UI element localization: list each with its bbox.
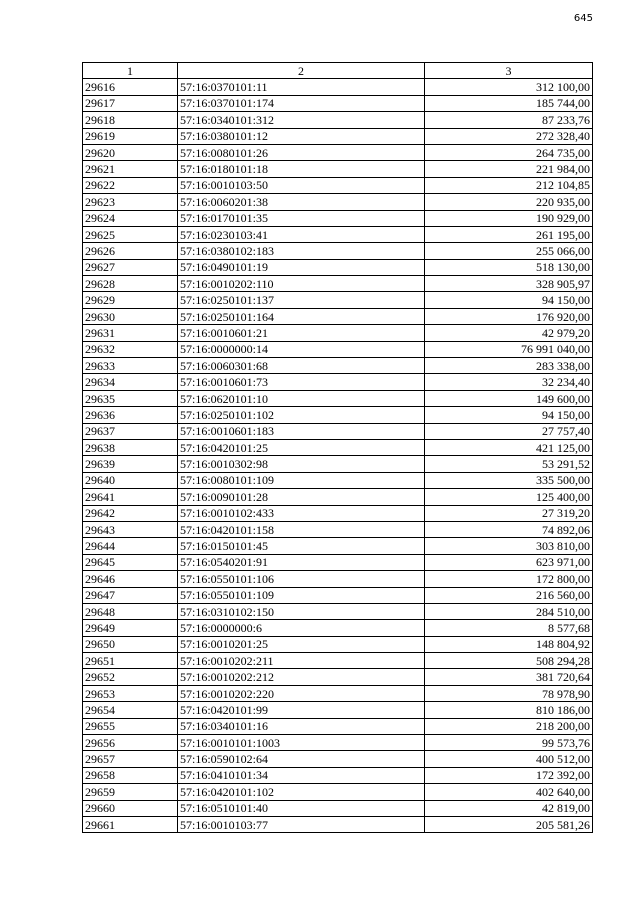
row-number-cell: 29634 bbox=[83, 374, 178, 390]
value-cell: 216 560,00 bbox=[425, 587, 593, 603]
table-row bbox=[83, 259, 593, 275]
value-cell: 8 577,68 bbox=[425, 620, 593, 636]
row-number-cell: 29638 bbox=[83, 439, 178, 455]
value-cell: 172 800,00 bbox=[425, 571, 593, 587]
row-number-cell: 29637 bbox=[83, 423, 178, 439]
column-header: 2 bbox=[178, 63, 425, 79]
row-number-cell: 29661 bbox=[83, 816, 178, 832]
row-number-cell: 29636 bbox=[83, 407, 178, 423]
row-number-cell: 29625 bbox=[83, 226, 178, 242]
row-number-cell: 29641 bbox=[83, 489, 178, 505]
cadastral-number-cell: 57:16:0010302:98 bbox=[178, 456, 425, 472]
value-cell: 172 392,00 bbox=[425, 767, 593, 783]
row-number-cell: 29646 bbox=[83, 571, 178, 587]
value-cell: 508 294,28 bbox=[425, 653, 593, 669]
row-number-cell: 29651 bbox=[83, 653, 178, 669]
table-row bbox=[83, 489, 593, 505]
table-row bbox=[83, 194, 593, 210]
table-row bbox=[83, 521, 593, 537]
row-number-cell: 29619 bbox=[83, 128, 178, 144]
row-number-cell: 29656 bbox=[83, 735, 178, 751]
table-row bbox=[83, 554, 593, 570]
cadastral-number-cell: 57:16:0550101:106 bbox=[178, 571, 425, 587]
cadastral-number-cell: 57:16:0010201:25 bbox=[178, 636, 425, 652]
row-number-cell: 29616 bbox=[83, 79, 178, 95]
page-number: 645 bbox=[573, 13, 593, 24]
table-row bbox=[83, 587, 593, 603]
cadastral-number-cell: 57:16:0010202:211 bbox=[178, 653, 425, 669]
value-cell: 27 757,40 bbox=[425, 423, 593, 439]
value-cell: 221 984,00 bbox=[425, 161, 593, 177]
value-cell: 42 979,20 bbox=[425, 325, 593, 341]
value-cell: 74 892,06 bbox=[425, 521, 593, 537]
value-cell: 27 319,20 bbox=[425, 505, 593, 521]
row-number-cell: 29659 bbox=[83, 784, 178, 800]
row-number-cell: 29631 bbox=[83, 325, 178, 341]
row-number-cell: 29635 bbox=[83, 390, 178, 406]
cadastral-number-cell: 57:16:0080101:26 bbox=[178, 144, 425, 160]
cadastral-number-cell: 57:16:0000000:14 bbox=[178, 341, 425, 357]
table-row bbox=[83, 505, 593, 521]
row-number-cell: 29620 bbox=[83, 144, 178, 160]
table-row bbox=[83, 603, 593, 619]
value-cell: 272 328,40 bbox=[425, 128, 593, 144]
table-row bbox=[83, 276, 593, 292]
value-cell: 149 600,00 bbox=[425, 390, 593, 406]
cadastral-number-cell: 57:16:0230103:41 bbox=[178, 226, 425, 242]
cadastral-number-cell: 57:16:0310102:150 bbox=[178, 603, 425, 619]
cadastral-number-cell: 57:16:0010202:220 bbox=[178, 685, 425, 701]
value-cell: 623 971,00 bbox=[425, 554, 593, 570]
value-cell: 312 100,00 bbox=[425, 79, 593, 95]
value-cell: 518 130,00 bbox=[425, 259, 593, 275]
value-cell: 190 929,00 bbox=[425, 210, 593, 226]
table-row bbox=[83, 800, 593, 816]
row-number-cell: 29639 bbox=[83, 456, 178, 472]
cadastral-number-cell: 57:16:0590102:64 bbox=[178, 751, 425, 767]
row-number-cell: 29649 bbox=[83, 620, 178, 636]
table-row bbox=[83, 210, 593, 226]
table-row bbox=[83, 538, 593, 554]
row-number-cell: 29626 bbox=[83, 243, 178, 259]
cadastral-number-cell: 57:16:0170101:35 bbox=[178, 210, 425, 226]
table-row bbox=[83, 685, 593, 701]
table-body bbox=[83, 79, 593, 833]
row-number-cell: 29622 bbox=[83, 177, 178, 193]
value-cell: 381 720,64 bbox=[425, 669, 593, 685]
cadastral-number-cell: 57:16:0180101:18 bbox=[178, 161, 425, 177]
row-number-cell: 29642 bbox=[83, 505, 178, 521]
cadastral-number-cell: 57:16:0510101:40 bbox=[178, 800, 425, 816]
value-cell: 255 066,00 bbox=[425, 243, 593, 259]
row-number-cell: 29652 bbox=[83, 669, 178, 685]
table-row bbox=[83, 472, 593, 488]
value-cell: 264 735,00 bbox=[425, 144, 593, 160]
cadastral-number-cell: 57:16:0490101:19 bbox=[178, 259, 425, 275]
cadastral-number-cell: 57:16:0410101:34 bbox=[178, 767, 425, 783]
table-row bbox=[83, 325, 593, 341]
cadastral-number-cell: 57:16:0420101:158 bbox=[178, 521, 425, 537]
table-row bbox=[83, 751, 593, 767]
value-cell: 99 573,76 bbox=[425, 735, 593, 751]
value-cell: 402 640,00 bbox=[425, 784, 593, 800]
row-number-cell: 29644 bbox=[83, 538, 178, 554]
table-row bbox=[83, 735, 593, 751]
value-cell: 32 234,40 bbox=[425, 374, 593, 390]
value-cell: 303 810,00 bbox=[425, 538, 593, 554]
table-row bbox=[83, 112, 593, 128]
data-table bbox=[82, 62, 593, 833]
table-row bbox=[83, 374, 593, 390]
row-number-cell: 29657 bbox=[83, 751, 178, 767]
table-row bbox=[83, 718, 593, 734]
cadastral-number-cell: 57:16:0250101:137 bbox=[178, 292, 425, 308]
table-row bbox=[83, 439, 593, 455]
row-number-cell: 29630 bbox=[83, 308, 178, 324]
value-cell: 283 338,00 bbox=[425, 358, 593, 374]
cadastral-number-cell: 57:16:0010601:21 bbox=[178, 325, 425, 341]
table-row bbox=[83, 128, 593, 144]
cadastral-number-cell: 57:16:0420101:25 bbox=[178, 439, 425, 455]
cadastral-number-cell: 57:16:0010101:1003 bbox=[178, 735, 425, 751]
table-row bbox=[83, 669, 593, 685]
value-cell: 94 150,00 bbox=[425, 407, 593, 423]
row-number-cell: 29623 bbox=[83, 194, 178, 210]
row-number-cell: 29655 bbox=[83, 718, 178, 734]
table-row bbox=[83, 702, 593, 718]
row-number-cell: 29654 bbox=[83, 702, 178, 718]
table-row bbox=[83, 95, 593, 111]
row-number-cell: 29648 bbox=[83, 603, 178, 619]
cadastral-number-cell: 57:16:0540201:91 bbox=[178, 554, 425, 570]
table-row bbox=[83, 636, 593, 652]
value-cell: 176 920,00 bbox=[425, 308, 593, 324]
cadastral-number-cell: 57:16:0060301:68 bbox=[178, 358, 425, 374]
cadastral-number-cell: 57:16:0000000:6 bbox=[178, 620, 425, 636]
value-cell: 261 195,00 bbox=[425, 226, 593, 242]
value-cell: 87 233,76 bbox=[425, 112, 593, 128]
table-row bbox=[83, 620, 593, 636]
value-cell: 53 291,52 bbox=[425, 456, 593, 472]
row-number-cell: 29617 bbox=[83, 95, 178, 111]
cadastral-number-cell: 57:16:0380102:183 bbox=[178, 243, 425, 259]
table-row bbox=[83, 784, 593, 800]
table-row bbox=[83, 292, 593, 308]
value-cell: 400 512,00 bbox=[425, 751, 593, 767]
row-number-cell: 29640 bbox=[83, 472, 178, 488]
value-cell: 42 819,00 bbox=[425, 800, 593, 816]
row-number-cell: 29647 bbox=[83, 587, 178, 603]
column-header: 3 bbox=[425, 63, 593, 79]
cadastral-number-cell: 57:16:0010103:50 bbox=[178, 177, 425, 193]
table-row bbox=[83, 390, 593, 406]
cadastral-number-cell: 57:16:0550101:109 bbox=[178, 587, 425, 603]
value-cell: 284 510,00 bbox=[425, 603, 593, 619]
cadastral-number-cell: 57:16:0250101:102 bbox=[178, 407, 425, 423]
table-row bbox=[83, 571, 593, 587]
table-row bbox=[83, 161, 593, 177]
value-cell: 328 905,97 bbox=[425, 276, 593, 292]
table-row bbox=[83, 341, 593, 357]
column-header: 1 bbox=[83, 63, 178, 79]
row-number-cell: 29627 bbox=[83, 259, 178, 275]
row-number-cell: 29624 bbox=[83, 210, 178, 226]
table-row bbox=[83, 177, 593, 193]
table-row bbox=[83, 358, 593, 374]
table-row bbox=[83, 407, 593, 423]
value-cell: 185 744,00 bbox=[425, 95, 593, 111]
table-row bbox=[83, 816, 593, 832]
value-cell: 78 978,90 bbox=[425, 685, 593, 701]
value-cell: 205 581,26 bbox=[425, 816, 593, 832]
cadastral-number-cell: 57:16:0340101:312 bbox=[178, 112, 425, 128]
cadastral-number-cell: 57:16:0340101:16 bbox=[178, 718, 425, 734]
cadastral-number-cell: 57:16:0370101:174 bbox=[178, 95, 425, 111]
table-row bbox=[83, 243, 593, 259]
table-row bbox=[83, 653, 593, 669]
cadastral-number-cell: 57:16:0010202:110 bbox=[178, 276, 425, 292]
value-cell: 218 200,00 bbox=[425, 718, 593, 734]
row-number-cell: 29658 bbox=[83, 767, 178, 783]
value-cell: 94 150,00 bbox=[425, 292, 593, 308]
cadastral-number-cell: 57:16:0010102:433 bbox=[178, 505, 425, 521]
row-number-cell: 29618 bbox=[83, 112, 178, 128]
cadastral-number-cell: 57:16:0420101:102 bbox=[178, 784, 425, 800]
cadastral-number-cell: 57:16:0380101:12 bbox=[178, 128, 425, 144]
row-number-cell: 29633 bbox=[83, 358, 178, 374]
row-number-cell: 29621 bbox=[83, 161, 178, 177]
table-row bbox=[83, 456, 593, 472]
value-cell: 421 125,00 bbox=[425, 439, 593, 455]
cadastral-number-cell: 57:16:0010103:77 bbox=[178, 816, 425, 832]
row-number-cell: 29650 bbox=[83, 636, 178, 652]
value-cell: 148 804,92 bbox=[425, 636, 593, 652]
table-row bbox=[83, 79, 593, 95]
row-number-cell: 29653 bbox=[83, 685, 178, 701]
value-cell: 335 500,00 bbox=[425, 472, 593, 488]
cadastral-number-cell: 57:16:0080101:109 bbox=[178, 472, 425, 488]
cadastral-number-cell: 57:16:0060201:38 bbox=[178, 194, 425, 210]
table-row bbox=[83, 308, 593, 324]
value-cell: 76 991 040,00 bbox=[425, 341, 593, 357]
value-cell: 212 104,85 bbox=[425, 177, 593, 193]
row-number-cell: 29645 bbox=[83, 554, 178, 570]
cadastral-number-cell: 57:16:0420101:99 bbox=[178, 702, 425, 718]
table-header-row bbox=[83, 63, 593, 79]
value-cell: 810 186,00 bbox=[425, 702, 593, 718]
cadastral-number-cell: 57:16:0250101:164 bbox=[178, 308, 425, 324]
cadastral-number-cell: 57:16:0370101:11 bbox=[178, 79, 425, 95]
cadastral-number-cell: 57:16:0150101:45 bbox=[178, 538, 425, 554]
row-number-cell: 29628 bbox=[83, 276, 178, 292]
cadastral-number-cell: 57:16:0010202:212 bbox=[178, 669, 425, 685]
row-number-cell: 29660 bbox=[83, 800, 178, 816]
row-number-cell: 29629 bbox=[83, 292, 178, 308]
table-row bbox=[83, 144, 593, 160]
row-number-cell: 29643 bbox=[83, 521, 178, 537]
cadastral-number-cell: 57:16:0620101:10 bbox=[178, 390, 425, 406]
cadastral-number-cell: 57:16:0010601:183 bbox=[178, 423, 425, 439]
table-row bbox=[83, 226, 593, 242]
value-cell: 220 935,00 bbox=[425, 194, 593, 210]
table-row bbox=[83, 767, 593, 783]
cadastral-number-cell: 57:16:0010601:73 bbox=[178, 374, 425, 390]
table-row bbox=[83, 423, 593, 439]
value-cell: 125 400,00 bbox=[425, 489, 593, 505]
cadastral-number-cell: 57:16:0090101:28 bbox=[178, 489, 425, 505]
row-number-cell: 29632 bbox=[83, 341, 178, 357]
